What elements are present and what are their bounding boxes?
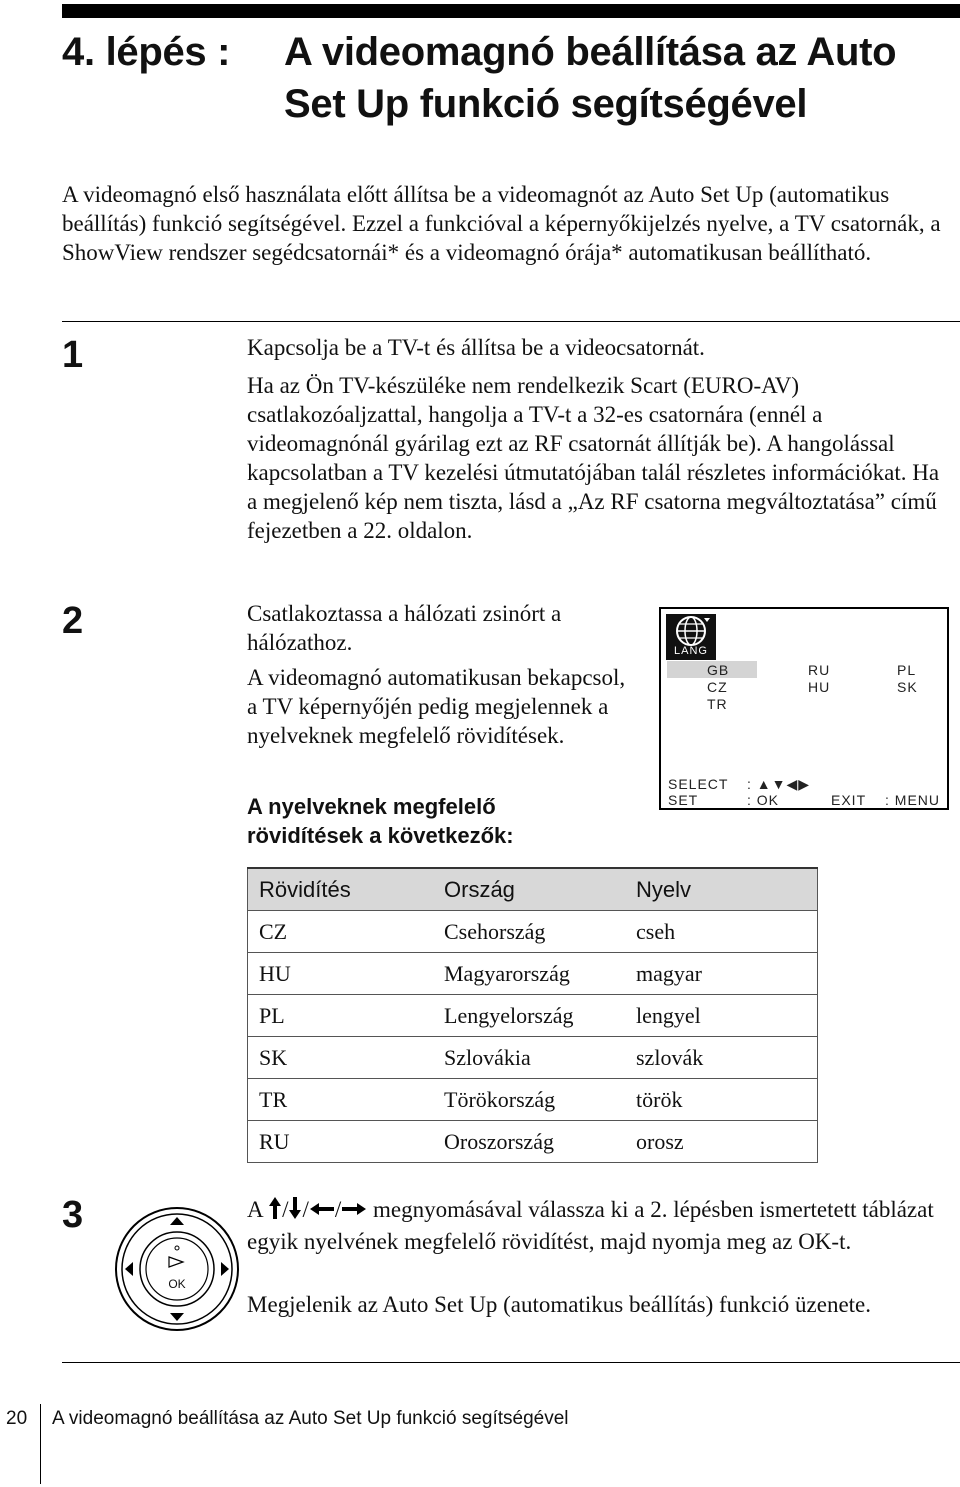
column-header: Ország — [433, 868, 625, 911]
page-number: 20 — [6, 1408, 28, 1429]
table-cell: Lengyelország — [433, 995, 625, 1037]
table-row — [248, 1079, 818, 1121]
osd-exit-label: EXIT — [831, 792, 867, 808]
header-bar — [62, 4, 960, 18]
table-cell: Csehország — [433, 911, 625, 953]
table-cell: magyar — [625, 953, 818, 995]
step-label: 4. lépés : — [62, 30, 231, 74]
osd-set-value: : OK — [747, 792, 780, 808]
divider — [62, 321, 960, 322]
step-1-body: Ha az Ön TV-készüléke nem rendelkezik Scart (EURO-AV) csatlakozóaljzattal, hangolja a TV-t a 32-es csatornára (ennél a videomagnónál gyárilag ezt az RF csatornát állítják be). A hangolással kapcsolatban a TV kezelési útmutatójában talál részletes információkat. Ha a megjelenő kép nem tiszta, lásd a „Az RF csatorna megváltoztatása” című fejezetben a 22. oldalon. — [247, 373, 940, 543]
table-row — [248, 953, 818, 995]
arrow-separator: / — [334, 1197, 342, 1222]
osd-lang-item: PL — [897, 662, 917, 678]
step-3-body: Megjelenik az Auto Set Up (automatikus beállítás) funkció üzenete. — [247, 1292, 872, 1317]
osd-select-label: SELECT — [668, 776, 729, 792]
arrow-separator: / — [282, 1197, 289, 1222]
divider — [62, 1362, 960, 1363]
step-2-number: 2 — [62, 600, 84, 642]
footer-divider — [40, 1404, 41, 1484]
table-cell: TR — [248, 1079, 434, 1121]
step-3-lead-prefix: A — [247, 1197, 263, 1222]
column-header: Nyelv — [625, 868, 818, 911]
osd-exit-value: : MENU — [885, 792, 940, 808]
step-3-number: 3 — [62, 1194, 84, 1236]
table-cell: Magyarország — [433, 953, 625, 995]
table-cell: RU — [248, 1121, 434, 1163]
table-row — [248, 1121, 818, 1163]
osd-set-label: SET — [668, 792, 699, 808]
arrow-left-icon — [309, 1194, 335, 1223]
osd-lang-item: SK — [897, 679, 918, 695]
table-cell: Szlovákia — [433, 1037, 625, 1079]
table-cell: SK — [248, 1037, 434, 1079]
intro-paragraph: A videomagnó első használata előtt állítsa be a videomagnót az Auto Set Up (automatikus beállítás) funkció segítségével. Ezzel a funkcióval a képernyőkijelzés nyelve, a TV csatornák, a ShowView rendszer segédcsatornái* és a videomagnó órája* automatikusan beállítható. — [62, 182, 941, 265]
osd-select-value: : ▲▼◀▶ — [747, 776, 811, 792]
table-cell: török — [625, 1079, 818, 1121]
table-cell: HU — [248, 953, 434, 995]
step-3-lead-suffix: megnyomásával válassza ki a 2. lépésben ismertetett táblázat egyik nyelvének megfelelő rövidítést, majd nyomja meg az OK-t. — [247, 1197, 934, 1254]
language-table — [247, 867, 818, 1163]
ok-button-label: OK — [168, 1277, 186, 1291]
step-2-subheading: A nyelveknek megfelelő rövidítések a következők: — [247, 794, 514, 848]
osd-lang-item: RU — [808, 662, 831, 678]
footer-title: A videomagnó beállítása az Auto Set Up funkció segítségével — [52, 1408, 569, 1429]
step-3-lead — [247, 1194, 959, 1256]
table-row — [248, 1037, 818, 1079]
osd-lang-item: HU — [808, 679, 831, 695]
remote-dpad-illustration — [113, 1205, 241, 1333]
table-row — [248, 911, 818, 953]
table-cell: lengyel — [625, 995, 818, 1037]
table-cell: szlovák — [625, 1037, 818, 1079]
table-row — [248, 995, 818, 1037]
table-cell: CZ — [248, 911, 434, 953]
table-cell: Oroszország — [433, 1121, 625, 1163]
arrow-separator: / — [302, 1197, 309, 1222]
arrow-down-icon — [288, 1196, 302, 1227]
step-2-lead: Csatlakoztassa a hálózati zsinórt a hálózathoz. — [247, 601, 562, 655]
title-line-2: Set Up funkció segítségével — [284, 82, 808, 126]
osd-lang-item: CZ — [707, 679, 728, 695]
column-header: Rövidítés — [248, 868, 434, 911]
table-cell: Törökország — [433, 1079, 625, 1121]
title-line-1: A videomagnó beállítása az Auto — [284, 30, 897, 74]
table-cell: cseh — [625, 911, 818, 953]
arrow-right-icon — [341, 1194, 367, 1223]
lang-label: LANG — [674, 645, 708, 657]
table-cell: PL — [248, 995, 434, 1037]
step-1-number: 1 — [62, 334, 84, 376]
table-header-row — [248, 868, 818, 911]
step-1-lead: Kapcsolja be a TV-t és állítsa be a videocsatornát. — [247, 335, 705, 360]
osd-lang-item: TR — [707, 696, 728, 712]
arrow-up-icon — [268, 1196, 282, 1227]
tv-screen-language-menu — [659, 607, 949, 810]
osd-lang-item: GB — [707, 662, 730, 678]
step-2-body: A videomagnó automatikusan bekapcsol, a TV képernyőjén pedig megjelennek a nyelveknek megfelelő rövidítések. — [247, 665, 626, 748]
table-cell: orosz — [625, 1121, 818, 1163]
